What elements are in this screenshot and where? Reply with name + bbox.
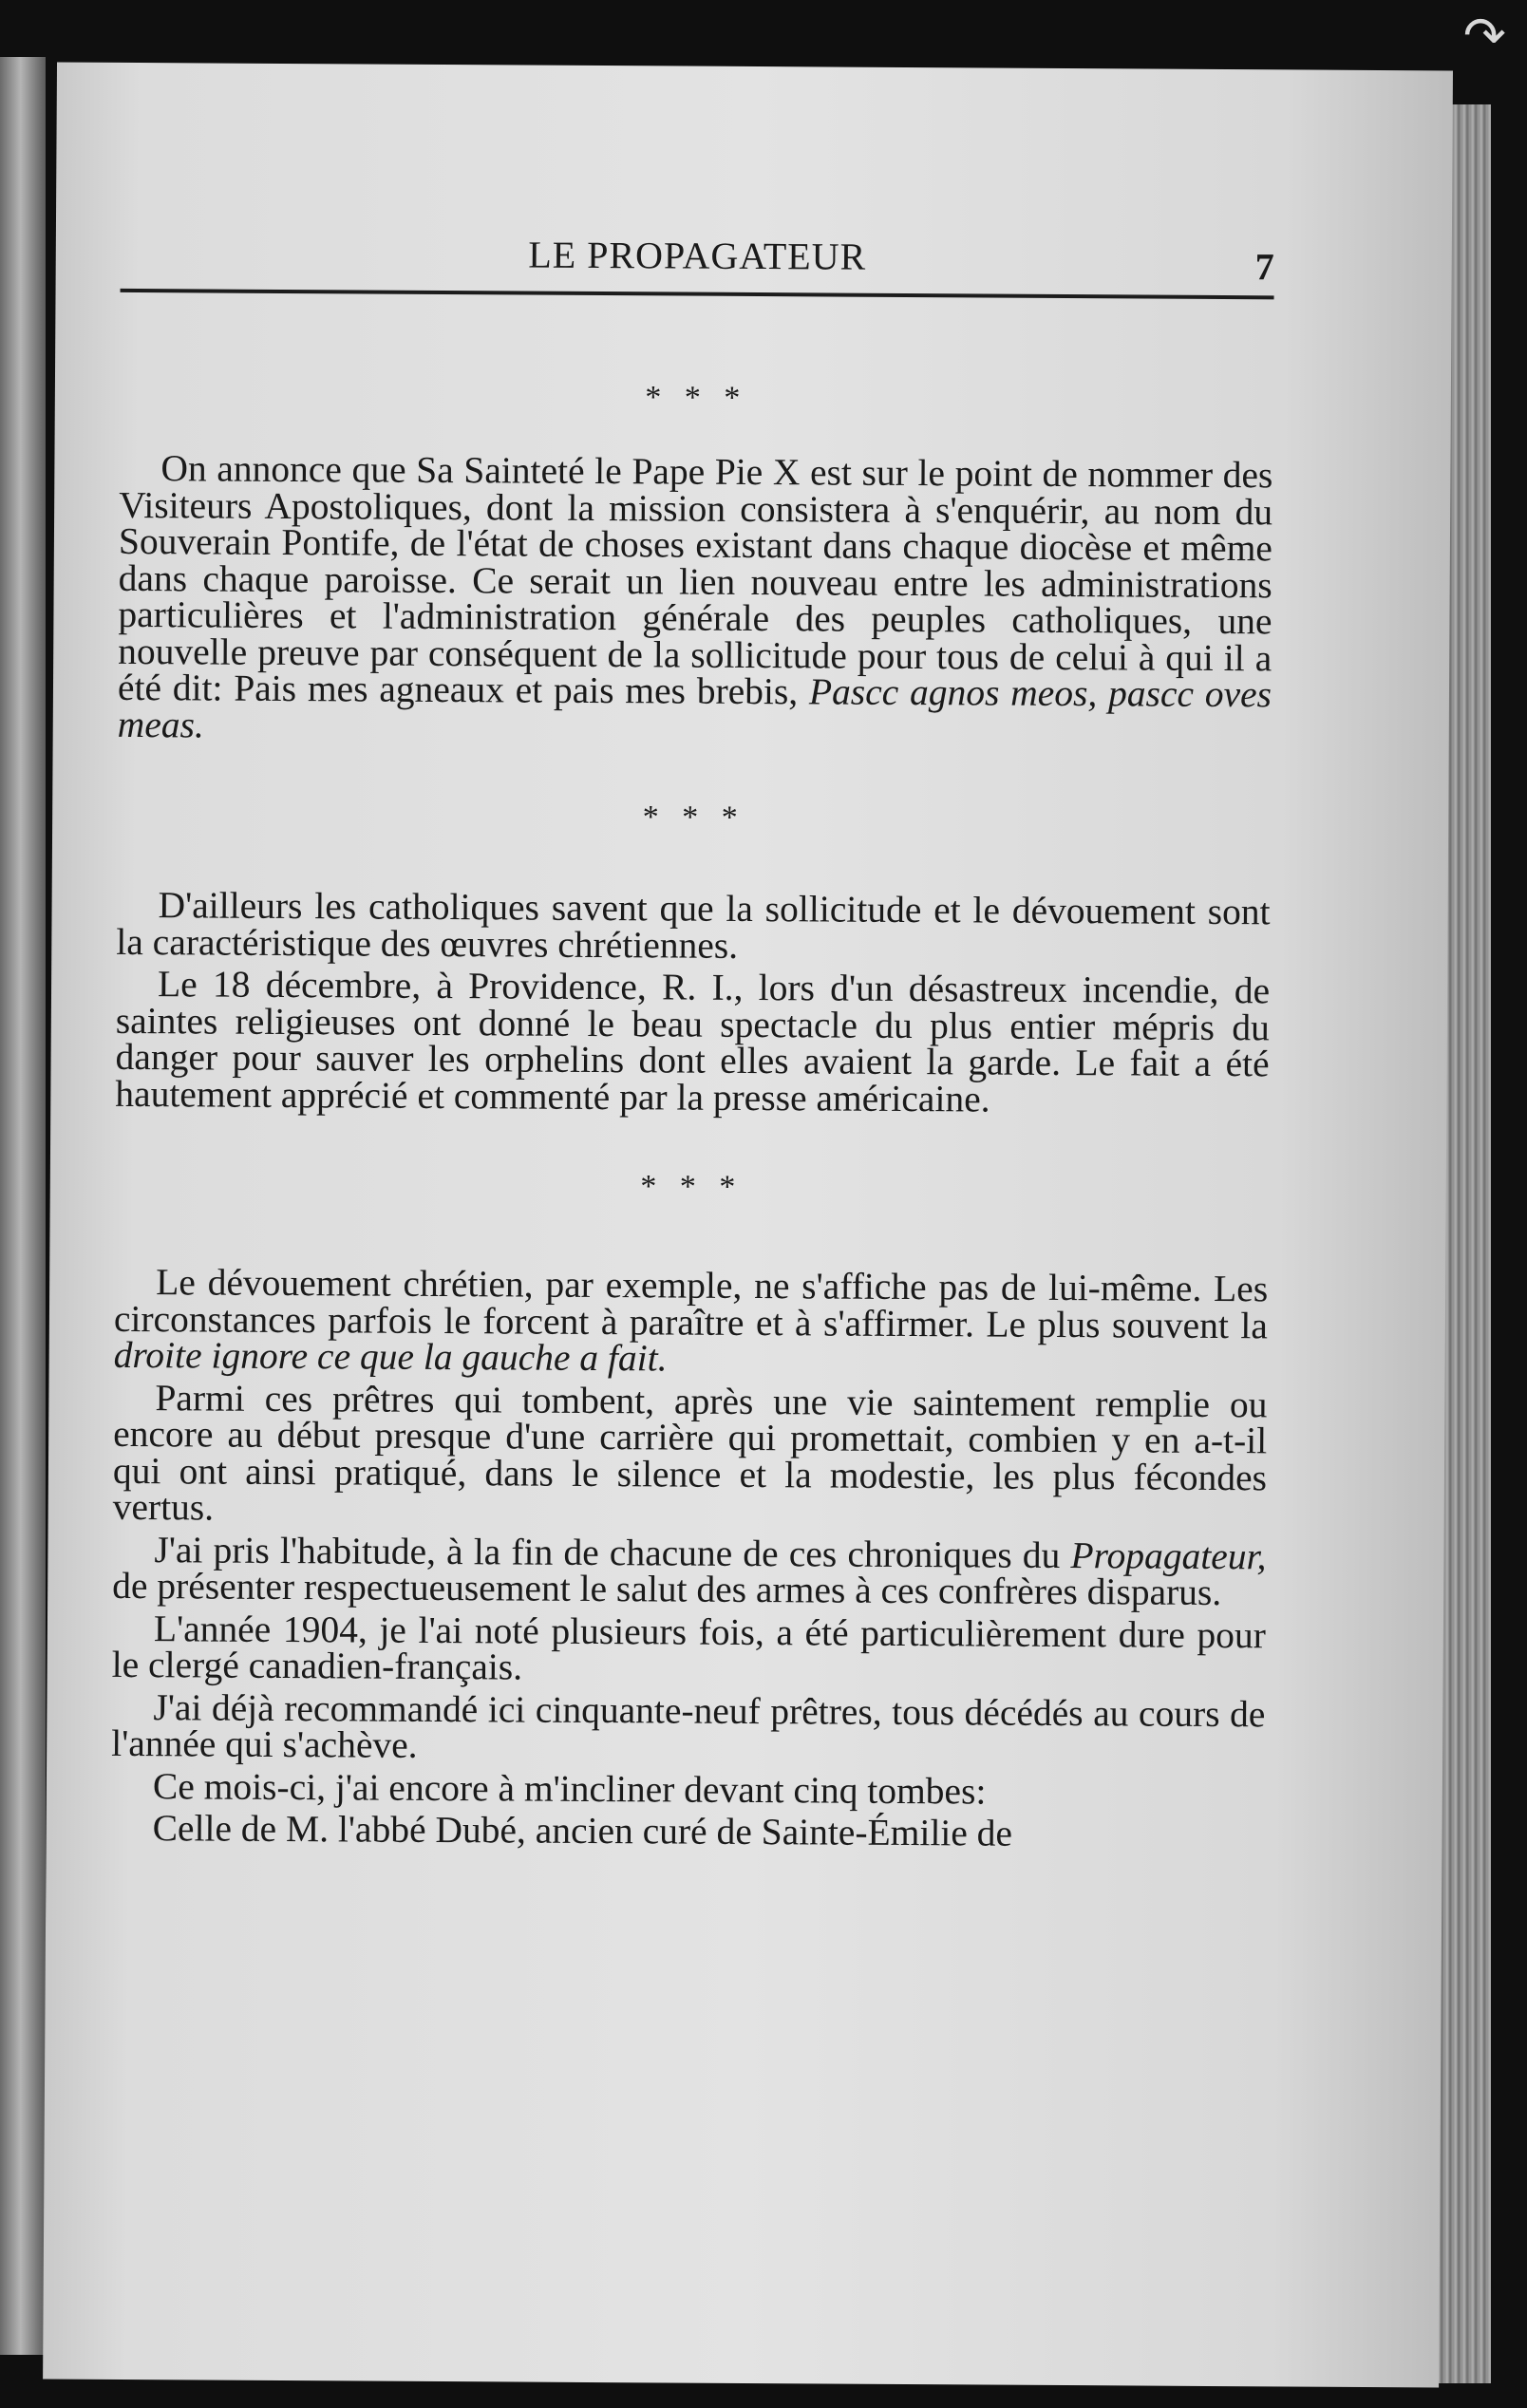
text-segment: Le 18 décembre, à Providence, R. I., lors d'un désastreux incendie, de saintes religieuses ont donné le beau spectacle du plus entier mépris du danger pour sauver les orphelins dont elles avaient la garde. Le fait a été hautement apprécié et commenté par la presse américaine.: [115, 963, 1271, 1120]
paragraph: [112, 1376, 1268, 1532]
paragraph: [116, 884, 1271, 967]
text-segment: L'année 1904, je l'ai noté plusieurs fois, a été particulièrement dure pour le clergé canadien-français.: [111, 1607, 1267, 1688]
paragraph: [111, 1764, 1265, 1813]
section-separator: * * *: [645, 380, 748, 416]
paragraph: [111, 1807, 1265, 1854]
text-segment: Ce mois-ci, j'ai encore à m'incliner devant cinq tombes:: [152, 1764, 987, 1813]
paragraph: [115, 963, 1271, 1120]
paragraph: [112, 1609, 1266, 1689]
section-separator: * * *: [640, 1169, 744, 1205]
text-segment: On annonce que Sa Sainteté le Pape Pie X est sur le point de nommer des Visiteurs Apostoliques, dont la mission consistera à s'enquérir, au nom du Souverain Pontife, de l'état de choses existant dans chaque diocèse et même dans chaque paroisse. Ce serait un lien nouveau entre les administrations particulières et l'administration générale des peuples catholiques, une nouvelle preuve par conséquent de la sollicitude pour tous de celui à qui il a été dit: Pais mes agneaux et pais mes brebis,: [117, 447, 1273, 713]
paragraph: [111, 1685, 1266, 1768]
page-number: 7: [1254, 245, 1274, 289]
text-segment: J'ai déjà recommandé ici cinquante-neuf prêtres, tous décédés au cours de l'année qui s'achève.: [111, 1685, 1266, 1766]
running-header: [121, 230, 1274, 299]
paragraph: [112, 1528, 1267, 1614]
text-segment: de présenter respectueusement le salut des armes à ces confrères disparus.: [112, 1564, 1222, 1614]
body-text: [111, 380, 1273, 1854]
italic-text: droite ignore ce que la gauche a fait.: [113, 1333, 668, 1380]
book-page: [43, 63, 1453, 2388]
text-segment: J'ai pris l'habitude, à la fin de chacune de ces chroniques du: [154, 1528, 1071, 1576]
running-title: LE PROPAGATEUR: [528, 233, 867, 278]
paragraph: [117, 447, 1273, 749]
corner-mark-icon: ↷: [1462, 6, 1506, 66]
italic-text: Propagateur,: [1070, 1533, 1267, 1577]
text-segment: Celle de M. l'abbé Dubé, ancien curé de Sainte-Émilie de: [152, 1807, 1013, 1854]
previous-page-edge: [0, 57, 46, 2355]
italic-text: Pascc agnos meos, pascc oves meas.: [117, 670, 1272, 745]
text-segment: Le dévouement chrétien, par exemple, ne s'affiche pas de lui-même. Les circonstances parfois le forcent à paraître et à s'affirmer. Le plus souvent la: [113, 1261, 1269, 1346]
text-segment: D'ailleurs les catholiques savent que la sollicitude et le dévouement sont la caractéristique des œuvres chrétiennes.: [116, 884, 1271, 967]
text-segment: Parmi ces prêtres qui tombent, après une vie saintement remplie ou encore au début presque d'une carrière qui promettait, combien y en a-t-il qui ont ainsi pratiqué, dans le silence et la modestie, les plus fécondes vertus.: [112, 1376, 1268, 1529]
section-separator: * * *: [642, 800, 745, 836]
paragraph: [113, 1261, 1269, 1381]
